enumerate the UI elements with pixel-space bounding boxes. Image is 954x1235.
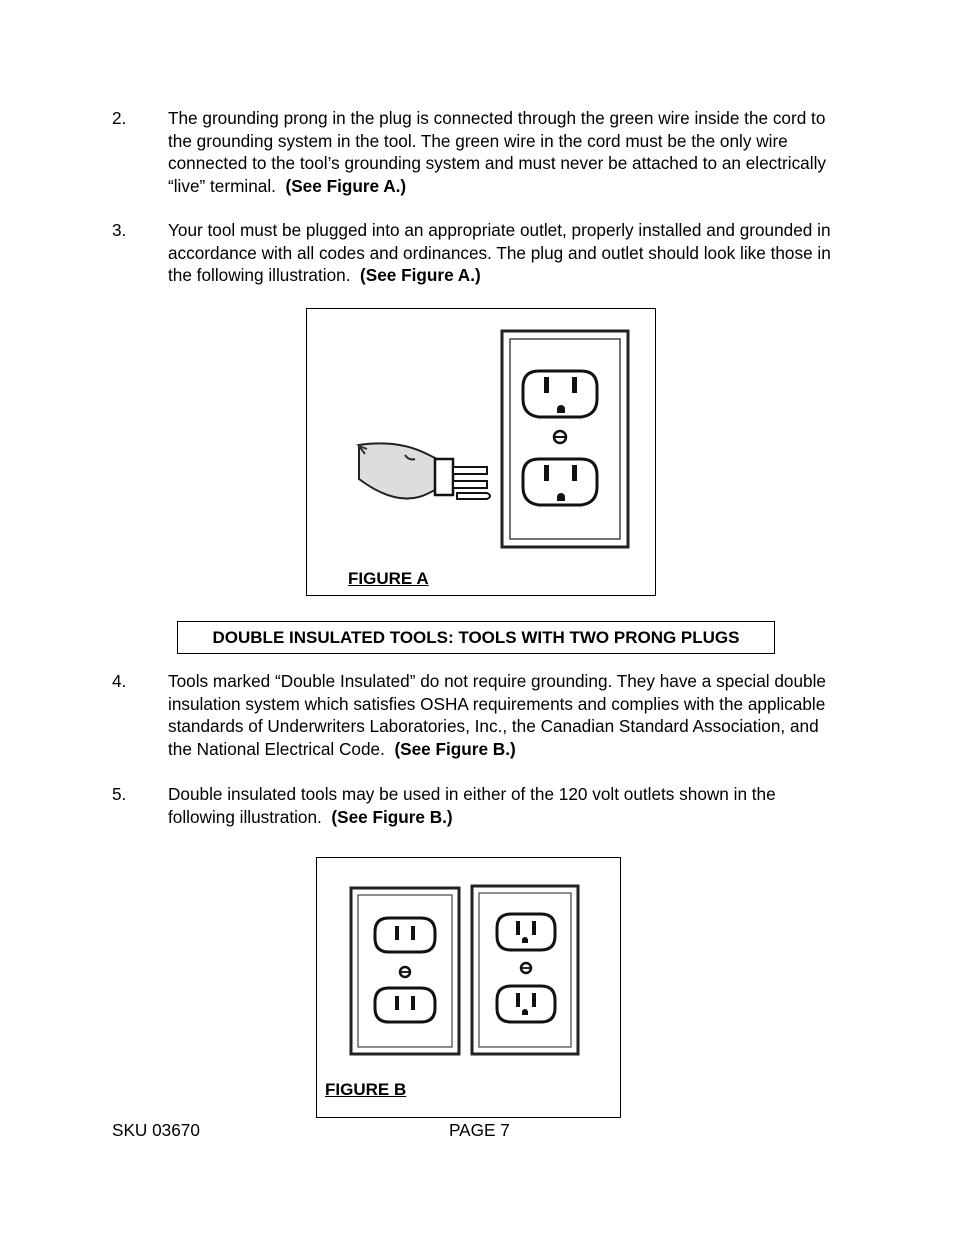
item-number: 2. (112, 108, 127, 128)
figure-b (316, 857, 621, 1118)
item-text: The grounding prong in the plug is connected through the green wire inside the cord to the grounding system in the tool. The green wire in the cord must be the only wire connected to the tool’s grounding system and must never be attached to an electrically “live” terminal. (See Figure A.) (168, 108, 826, 196)
footer-sku: SKU 03670 (112, 1120, 200, 1140)
item-text: Tools marked “Double Insulated” do not require grounding. They have a special double insulation system which satisfies OSHA requirements and complies with the applicable standards of Underwriters Laboratories, Inc., the Canadian Standard Association, and the National Electrical Code. (See Figure B.) (168, 671, 826, 759)
figure-b-caption: FIGURE B (325, 1080, 407, 1099)
section-heading: DOUBLE INSULATED TOOLS: TOOLS WITH TWO PRONG PLUGS (177, 621, 775, 654)
figure-reference: (See Figure B.) (394, 738, 516, 759)
item-text: Your tool must be plugged into an appropriate outlet, properly installed and grounded in accordance with all codes and ordinances. The plug and outlet should look like those in the following illustration. (See Figure A.) (168, 220, 831, 286)
figure-a-caption: FIGURE A (348, 569, 429, 588)
figure-reference: (See Figure A.) (360, 265, 481, 286)
plug-and-grounded-outlet-illustration (307, 309, 655, 595)
two-outlets-illustration (317, 858, 620, 1117)
item-text: Double insulated tools may be used in either of the 120 volt outlets shown in the following illustration. (See Figure B.) (168, 784, 776, 827)
figure-a (306, 308, 656, 596)
figure-reference: (See Figure A.) (285, 175, 407, 196)
item-number: 3. (112, 220, 127, 240)
page-number: PAGE 7 (449, 1120, 510, 1140)
item-number: 5. (112, 784, 127, 804)
item-number: 4. (112, 671, 127, 691)
figure-reference: (See Figure B.) (331, 806, 453, 827)
